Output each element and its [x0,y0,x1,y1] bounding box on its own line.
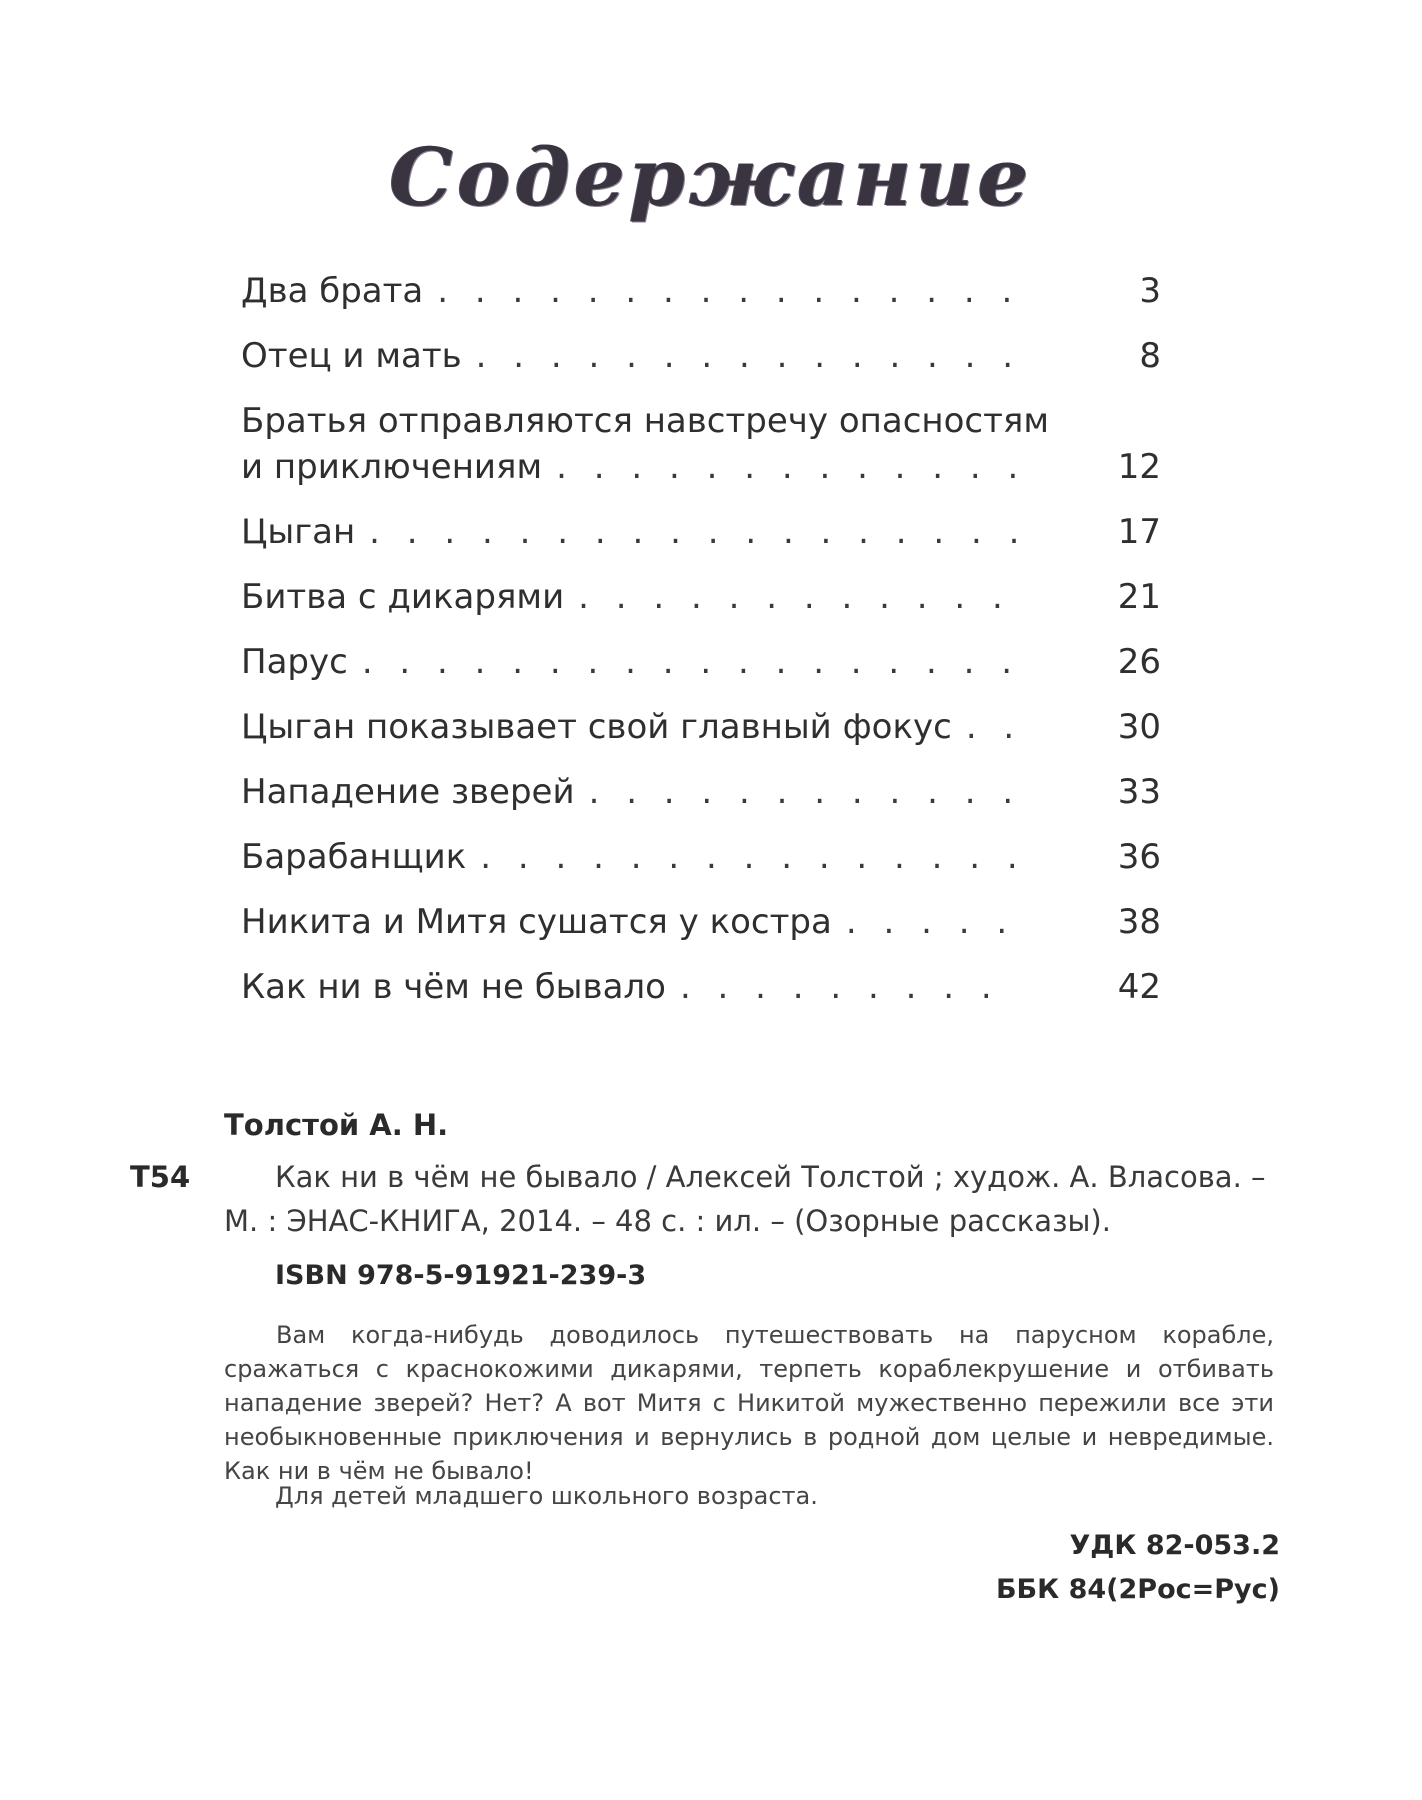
toc-leader-dots [578,574,1017,620]
toc-page-number: 30 [1117,707,1161,747]
toc-leader-dots [589,769,1017,815]
toc-leader-dots [680,964,1017,1010]
catalog-isbn: ISBN 978-5-91921-239-3 [275,1260,647,1291]
toc-entry [241,574,1161,620]
toc-title: Содержание [389,130,1033,224]
toc-page-number: 33 [1117,772,1161,812]
toc-page-number: 3 [1139,271,1161,311]
toc-page-number: 38 [1117,902,1161,942]
table-of-contents [241,268,1161,1029]
toc-entry [241,268,1161,314]
toc-leader-dots [846,899,1017,945]
toc-entry-label: Два брата [241,271,424,311]
toc-entry-label: Битва с дикарями [241,577,565,617]
toc-entry [241,509,1161,555]
toc-entry-label: Отец и мать [241,336,462,376]
catalog-description-line1: Как ни в чём не бывало / Алексей Толстой ; худож. А. Власова. – [275,1160,1266,1194]
catalog-annotation [224,1318,1274,1488]
toc-entry-label: Барабанщик [241,837,467,877]
toc-entry [241,333,1161,379]
catalog-udk: УДК 82-053.2 [1069,1530,1280,1561]
toc-leader-dots [362,639,1017,685]
toc-entry-label: Как ни в чём не бывало [241,967,666,1007]
toc-leader-dots [966,704,1017,750]
toc-page-number: 8 [1139,336,1161,376]
toc-entry-label: Никита и Митя сушатся у костра [241,902,832,942]
toc-entry-label: Цыган [241,512,356,552]
catalog-description-line2: М. : ЭНАС-КНИГА, 2014. – 48 с. : ил. – (Озорные рассказы). [224,1204,1111,1238]
toc-page-number: 17 [1117,512,1161,552]
toc-entry [241,899,1161,945]
toc-page-number: 21 [1117,577,1161,617]
toc-entry [241,704,1161,750]
annotation-text: Вам когда-нибудь доводилось путешествовать на парусном корабле, сражаться с краснокожими дикарями, терпеть кораблекрушение и отбивать нападение зверей? Нет? А вот Митя с Никитой мужественно пережили все эти необыкновенные приключения и вернулись в родной дом целые и невредимые. Как ни в чём не бывало! [224,1321,1274,1485]
toc-entry [241,639,1161,685]
toc-leader-dots [480,834,1017,880]
toc-page-number: 12 [1117,447,1161,487]
toc-page-number: 36 [1117,837,1161,877]
toc-entry-label: и приключениям [241,447,543,487]
toc-leader-dots [437,268,1017,314]
toc-entry-label: Парус [241,642,348,682]
toc-page-number: 42 [1117,967,1161,1007]
catalog-audience: Для детей младшего школьного возраста. [275,1482,818,1510]
toc-entry [241,769,1161,815]
toc-page-number: 26 [1117,642,1161,682]
toc-leader-dots [369,509,1017,555]
toc-entry-label-line1: Братья отправляются навстречу опасностям [241,401,1050,441]
toc-leader-dots [556,444,1017,490]
toc-entry-label: Цыган показывает свой главный фокус [241,707,952,747]
toc-leader-dots [476,333,1017,379]
toc-entry [241,398,1161,490]
catalog-author-code: Т54 [130,1160,191,1194]
toc-entry-label: Нападение зверей [241,772,575,812]
toc-entry [241,964,1161,1010]
catalog-author: Толстой А. Н. [224,1108,449,1142]
catalog-bbk: ББК 84(2Рос=Рус) [995,1574,1280,1605]
toc-entry [241,834,1161,880]
